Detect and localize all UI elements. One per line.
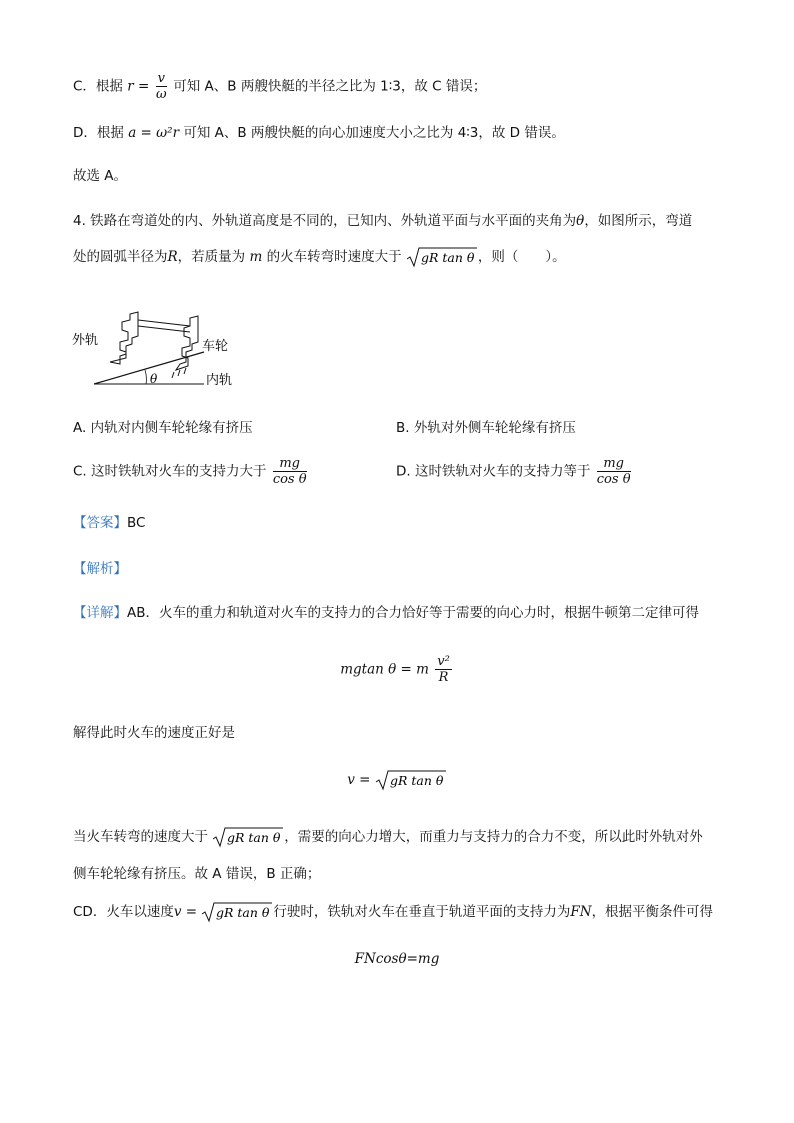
sqrt-text: gR tan θ [420, 250, 475, 265]
math-R: R [167, 249, 178, 265]
analysis-label: 【解析】 [73, 561, 127, 577]
when-sqrt [212, 826, 284, 848]
option-c-text: C. 这时铁轨对火车的支持力大于 [73, 463, 267, 480]
option-b[interactable] [396, 416, 576, 436]
q4-line2 [73, 246, 566, 268]
option-c[interactable] [73, 456, 309, 487]
frac-num-d: mg [597, 456, 631, 472]
when-line-2 [73, 864, 320, 884]
frac-den-d: cos θ [596, 472, 631, 487]
cd-sqrt [201, 901, 273, 923]
cd-line [73, 901, 713, 923]
cd-fn: FN [570, 904, 592, 920]
q4-text-1-end: ，如图所示，弯道 [584, 213, 693, 229]
q4-text-2a: 处的圆弧半径为 [73, 249, 168, 265]
detail-label: 【详解】 [73, 605, 127, 621]
math-r: r [127, 78, 134, 95]
eq1-fraction [435, 654, 452, 685]
q4-text-2d: ，则（ ）。 [477, 249, 566, 265]
track-figure [70, 292, 250, 392]
math-m: m [249, 249, 263, 265]
detail-ab-line [73, 603, 699, 623]
sqrt-symbol-icon [406, 246, 478, 268]
when-line [73, 826, 703, 848]
text-d-prefix: D．根据 [73, 125, 124, 141]
q4-text-1: 4. 铁路在弯道处的内、外轨道高度是不同的，已知内、外轨道平面与水平面的夹角为 [73, 213, 577, 229]
frac-den-c: cos θ [272, 472, 307, 487]
when-sqrt-text: gR tan θ [227, 830, 281, 845]
eq2-left: v = [347, 772, 371, 788]
fraction-v-over-omega [156, 71, 167, 102]
sqrt-symbol-icon [212, 826, 284, 848]
eq1-left: mgtan θ = m [340, 661, 429, 678]
outer-rail-label: 外轨 [72, 333, 99, 348]
text-d-suffix: 可知 A、B 两艘快艇的向心加速度大小之比为 4∶3，故 D 错误。 [183, 125, 565, 141]
angle-label: θ [150, 372, 158, 386]
equals-sign: = [138, 78, 150, 95]
eq2-sqrt-text: gR tan θ [389, 773, 444, 788]
cd-mid: 行驶时，铁轨对火车在垂直于轨道平面的支持力为 [273, 904, 571, 920]
frac-den: ω [155, 87, 167, 102]
when-line2-text: 侧车轮轮缘有挤压。故 A 错误，B 正确； [73, 866, 321, 882]
option-b-text: B. 外轨对外侧车轮轮缘有挤压 [396, 420, 576, 436]
fraction-mg-cos-c [273, 456, 307, 487]
equation-3 [0, 951, 794, 967]
line-choose [73, 166, 127, 186]
cd-prefix: CD．火车以速度 [73, 904, 174, 920]
sqrt-symbol-icon [375, 769, 447, 791]
q4-line1 [73, 211, 692, 231]
answer-line [73, 513, 145, 533]
sqrt-expression [406, 246, 478, 268]
when-suffix: ，需要的向心力增大，而重力与支持力的合力不变，所以此时外轨对外 [284, 829, 703, 845]
sqrt-symbol-icon [201, 901, 273, 923]
q4-text-2c: 的火车转弯时速度大于 [266, 249, 402, 265]
line-d [73, 123, 565, 143]
analysis-line [73, 559, 127, 579]
fraction-mg-cos-d [597, 456, 631, 487]
answer-value: BC [127, 515, 146, 531]
eq2-sqrt [375, 769, 447, 791]
frac-num: v [157, 71, 165, 86]
equation-2 [0, 769, 794, 791]
detail-ab-text: AB．火车的重力和轨道对火车的支持力的合力恰好等于需要的向心力时，根据牛顿第二定律可得 [127, 605, 699, 621]
frac-num-c: mg [273, 456, 307, 472]
eq3-text: FNcosθ=mg [354, 951, 440, 967]
cd-suffix: ，根据平衡条件可得 [591, 904, 714, 920]
cd-v: v [173, 904, 182, 920]
wheel-label: 车轮 [202, 339, 229, 354]
train-track-diagram [70, 292, 250, 392]
q4-text-2b: ，若质量为 [177, 249, 246, 265]
answer-label: 【答案】 [73, 515, 127, 531]
when-prefix: 当火车转弯的速度大于 [73, 829, 208, 845]
text-choose: 故选 A。 [73, 168, 128, 184]
math-theta: θ [576, 213, 585, 229]
option-a[interactable] [73, 416, 253, 436]
text-c-suffix: 可知 A、B 两艘快艇的半径之比为 1∶3，故 C 错误； [173, 78, 487, 95]
eq1-num: v² [437, 654, 450, 669]
inner-rail-label: 内轨 [206, 373, 233, 388]
cd-equals: = [181, 904, 202, 920]
cd-sqrt-text: gR tan θ [216, 905, 270, 920]
line-c [73, 71, 486, 102]
option-a-text: A. 内轨对内侧车轮轮缘有挤压 [73, 420, 253, 436]
math-a-formula: a = ω²r [128, 125, 180, 141]
eq1-den: R [438, 670, 449, 685]
option-d-text: D. 这时铁轨对火车的支持力等于 [396, 463, 591, 480]
solve-text: 解得此时火车的速度正好是 [73, 725, 235, 741]
equation-1 [0, 654, 794, 685]
solve-line [73, 723, 235, 743]
option-d[interactable] [396, 456, 633, 487]
text-c-prefix: C．根据 [73, 78, 123, 95]
